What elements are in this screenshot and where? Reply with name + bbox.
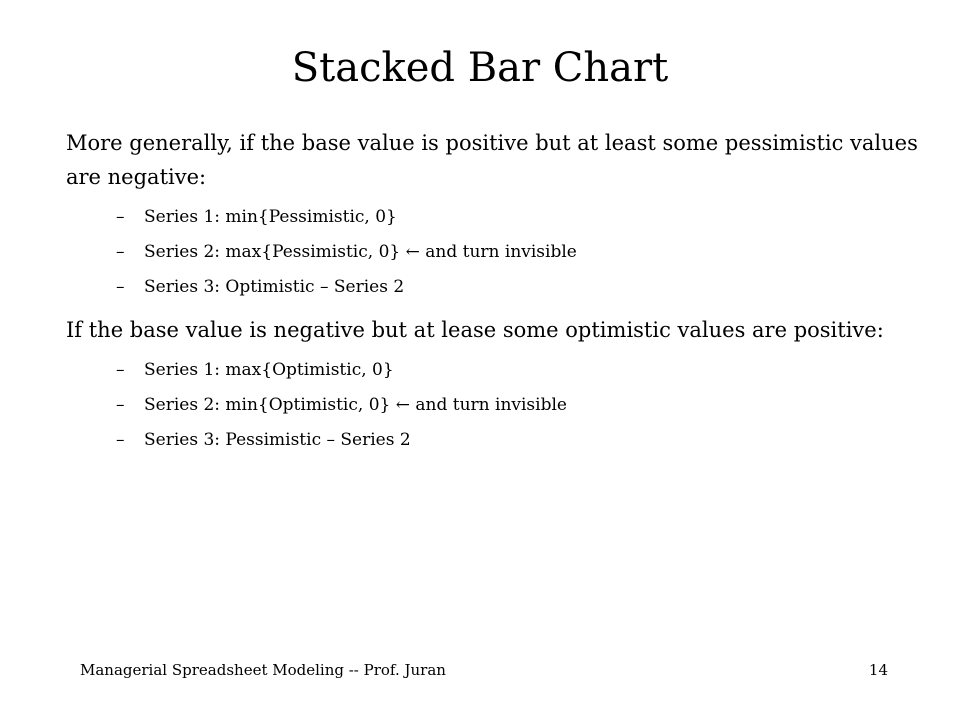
section-1-bullets (66, 200, 926, 305)
bullet-marker: – (116, 360, 125, 380)
bullet-marker: – (116, 207, 125, 227)
bullet-text: Series 1: min{Pessimistic, 0} (144, 207, 397, 227)
bullet-text: Series 1: max{Optimistic, 0} (144, 360, 394, 380)
bullet-item (116, 353, 926, 388)
bullet-item (116, 200, 926, 235)
bullet-marker: – (116, 395, 125, 415)
bullet-item (116, 388, 926, 423)
footer-course: Managerial Spreadsheet Modeling -- Prof. Juran (80, 661, 446, 679)
slide-title: Stacked Bar Chart (291, 45, 669, 91)
slide-body (66, 126, 926, 466)
bullet-text: Series 3: Optimistic – Series 2 (144, 277, 405, 297)
bullet-marker: – (116, 242, 125, 262)
section-2-intro: If the base value is negative but at lease some optimistic values are positive: (66, 318, 884, 342)
footer-page-number: 14 (868, 661, 888, 679)
bullet-item (116, 270, 926, 305)
section-2-bullets (66, 353, 926, 458)
bullet-text: Series 2: min{Optimistic, 0} ← and turn invisible (144, 395, 567, 415)
bullet-marker: – (116, 277, 125, 297)
bullet-item (116, 423, 926, 458)
section-1-intro: More generally, if the base value is positive but at least some pessimistic values are negative: (66, 131, 918, 189)
bullet-marker: – (116, 430, 125, 450)
bullet-text: Series 3: Pessimistic – Series 2 (144, 430, 411, 450)
bullet-item (116, 235, 926, 270)
bullet-text: Series 2: max{Pessimistic, 0} ← and turn invisible (144, 242, 577, 262)
